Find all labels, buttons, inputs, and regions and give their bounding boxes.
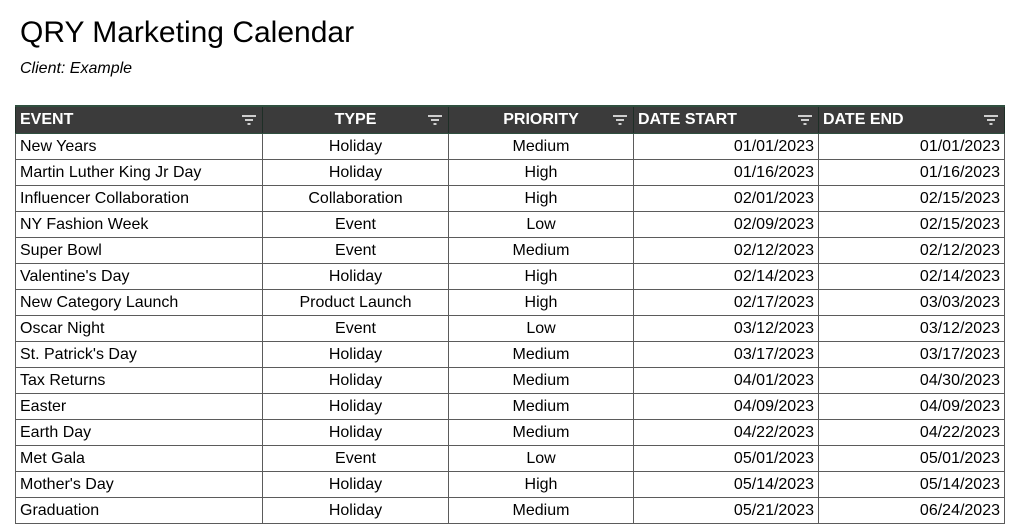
table-row (16, 420, 1005, 446)
event-cell[interactable]: New Category Launch (16, 290, 263, 316)
table-row (16, 472, 1005, 498)
date-start-cell[interactable]: 02/01/2023 (634, 186, 819, 212)
date-start-cell[interactable]: 02/09/2023 (634, 212, 819, 238)
event-cell[interactable]: Valentine's Day (16, 264, 263, 290)
event-cell[interactable]: Met Gala (16, 446, 263, 472)
filter-icon[interactable] (983, 114, 999, 126)
table-row (16, 316, 1005, 342)
table-row (16, 342, 1005, 368)
event-cell[interactable]: Oscar Night (16, 316, 263, 342)
date-start-cell[interactable]: 03/17/2023 (634, 342, 819, 368)
type-cell[interactable]: Event (263, 316, 449, 342)
priority-cell[interactable]: Medium (449, 134, 634, 160)
table-row (16, 264, 1005, 290)
date-end-cell[interactable]: 02/14/2023 (819, 264, 1005, 290)
type-cell[interactable]: Holiday (263, 420, 449, 446)
table-row (16, 368, 1005, 394)
column-header-label: PRIORITY (503, 111, 579, 128)
event-cell[interactable]: Earth Day (16, 420, 263, 446)
date-end-cell[interactable]: 01/01/2023 (819, 134, 1005, 160)
type-cell[interactable]: Holiday (263, 264, 449, 290)
filter-icon[interactable] (797, 114, 813, 126)
type-cell[interactable]: Product Launch (263, 290, 449, 316)
date-end-cell[interactable]: 03/17/2023 (819, 342, 1005, 368)
table-row (16, 290, 1005, 316)
priority-cell[interactable]: Low (449, 212, 634, 238)
priority-cell[interactable]: High (449, 264, 634, 290)
column-header-label: EVENT (20, 111, 74, 128)
date-end-cell[interactable]: 06/24/2023 (819, 498, 1005, 524)
type-cell[interactable]: Holiday (263, 134, 449, 160)
table-row (16, 160, 1005, 186)
table-row (16, 134, 1005, 160)
table-row (16, 446, 1005, 472)
date-end-cell[interactable]: 03/12/2023 (819, 316, 1005, 342)
marketing-calendar-table (15, 105, 1005, 524)
date-start-cell[interactable]: 02/14/2023 (634, 264, 819, 290)
type-cell[interactable]: Holiday (263, 394, 449, 420)
date-end-cell[interactable]: 04/09/2023 (819, 394, 1005, 420)
column-header-date-end[interactable] (819, 106, 1005, 134)
date-start-cell[interactable]: 05/14/2023 (634, 472, 819, 498)
priority-cell[interactable]: Medium (449, 342, 634, 368)
column-header-date-start[interactable] (634, 106, 819, 134)
date-end-cell[interactable]: 05/01/2023 (819, 446, 1005, 472)
priority-cell[interactable]: Medium (449, 420, 634, 446)
date-end-cell[interactable]: 01/16/2023 (819, 160, 1005, 186)
priority-cell[interactable]: Medium (449, 238, 634, 264)
date-end-cell[interactable]: 02/12/2023 (819, 238, 1005, 264)
table-row (16, 498, 1005, 524)
date-end-cell[interactable]: 02/15/2023 (819, 186, 1005, 212)
event-cell[interactable]: Mother's Day (16, 472, 263, 498)
event-cell[interactable]: Easter (16, 394, 263, 420)
event-cell[interactable]: Tax Returns (16, 368, 263, 394)
priority-cell[interactable]: Medium (449, 394, 634, 420)
date-start-cell[interactable]: 03/12/2023 (634, 316, 819, 342)
filter-icon[interactable] (427, 114, 443, 126)
type-cell[interactable]: Holiday (263, 498, 449, 524)
date-end-cell[interactable]: 04/22/2023 (819, 420, 1005, 446)
client-subtitle: Client: Example (20, 60, 133, 77)
event-cell[interactable]: Martin Luther King Jr Day (16, 160, 263, 186)
column-header-type[interactable] (263, 106, 449, 134)
priority-cell[interactable]: High (449, 472, 634, 498)
priority-cell[interactable]: High (449, 160, 634, 186)
type-cell[interactable]: Holiday (263, 342, 449, 368)
date-start-cell[interactable]: 01/16/2023 (634, 160, 819, 186)
priority-cell[interactable]: Low (449, 316, 634, 342)
priority-cell[interactable]: High (449, 186, 634, 212)
event-cell[interactable]: St. Patrick's Day (16, 342, 263, 368)
priority-cell[interactable]: Medium (449, 498, 634, 524)
column-header-event[interactable] (16, 106, 263, 134)
type-cell[interactable]: Event (263, 446, 449, 472)
date-start-cell[interactable]: 02/17/2023 (634, 290, 819, 316)
column-header-label: DATE END (823, 111, 904, 128)
date-start-cell[interactable]: 04/01/2023 (634, 368, 819, 394)
date-start-cell[interactable]: 04/09/2023 (634, 394, 819, 420)
column-header-label: DATE START (638, 111, 737, 128)
event-cell[interactable]: New Years (16, 134, 263, 160)
column-header-label: TYPE (334, 111, 377, 128)
table-row (16, 238, 1005, 264)
header-row (16, 106, 1005, 134)
date-start-cell[interactable]: 05/01/2023 (634, 446, 819, 472)
date-end-cell[interactable]: 02/15/2023 (819, 212, 1005, 238)
column-header-priority[interactable] (449, 106, 634, 134)
page-title: QRY Marketing Calendar (20, 16, 355, 49)
date-start-cell[interactable]: 02/12/2023 (634, 238, 819, 264)
date-start-cell[interactable]: 01/01/2023 (634, 134, 819, 160)
type-cell[interactable]: Holiday (263, 160, 449, 186)
event-cell[interactable]: Graduation (16, 498, 263, 524)
priority-cell[interactable]: Low (449, 446, 634, 472)
filter-icon[interactable] (612, 114, 628, 126)
type-cell[interactable]: Event (263, 212, 449, 238)
priority-cell[interactable]: High (449, 290, 634, 316)
type-cell[interactable]: Holiday (263, 368, 449, 394)
event-cell[interactable]: Influencer Collaboration (16, 186, 263, 212)
type-cell[interactable]: Holiday (263, 472, 449, 498)
table-row (16, 394, 1005, 420)
date-start-cell[interactable]: 05/21/2023 (634, 498, 819, 524)
date-start-cell[interactable]: 04/22/2023 (634, 420, 819, 446)
filter-icon[interactable] (241, 114, 257, 126)
event-cell[interactable]: Super Bowl (16, 238, 263, 264)
date-end-cell[interactable]: 04/30/2023 (819, 368, 1005, 394)
event-cell[interactable]: NY Fashion Week (16, 212, 263, 238)
type-cell[interactable]: Event (263, 238, 449, 264)
table-row (16, 212, 1005, 238)
priority-cell[interactable]: Medium (449, 368, 634, 394)
type-cell[interactable]: Collaboration (263, 186, 449, 212)
date-end-cell[interactable]: 05/14/2023 (819, 472, 1005, 498)
table-row (16, 186, 1005, 212)
date-end-cell[interactable]: 03/03/2023 (819, 290, 1005, 316)
